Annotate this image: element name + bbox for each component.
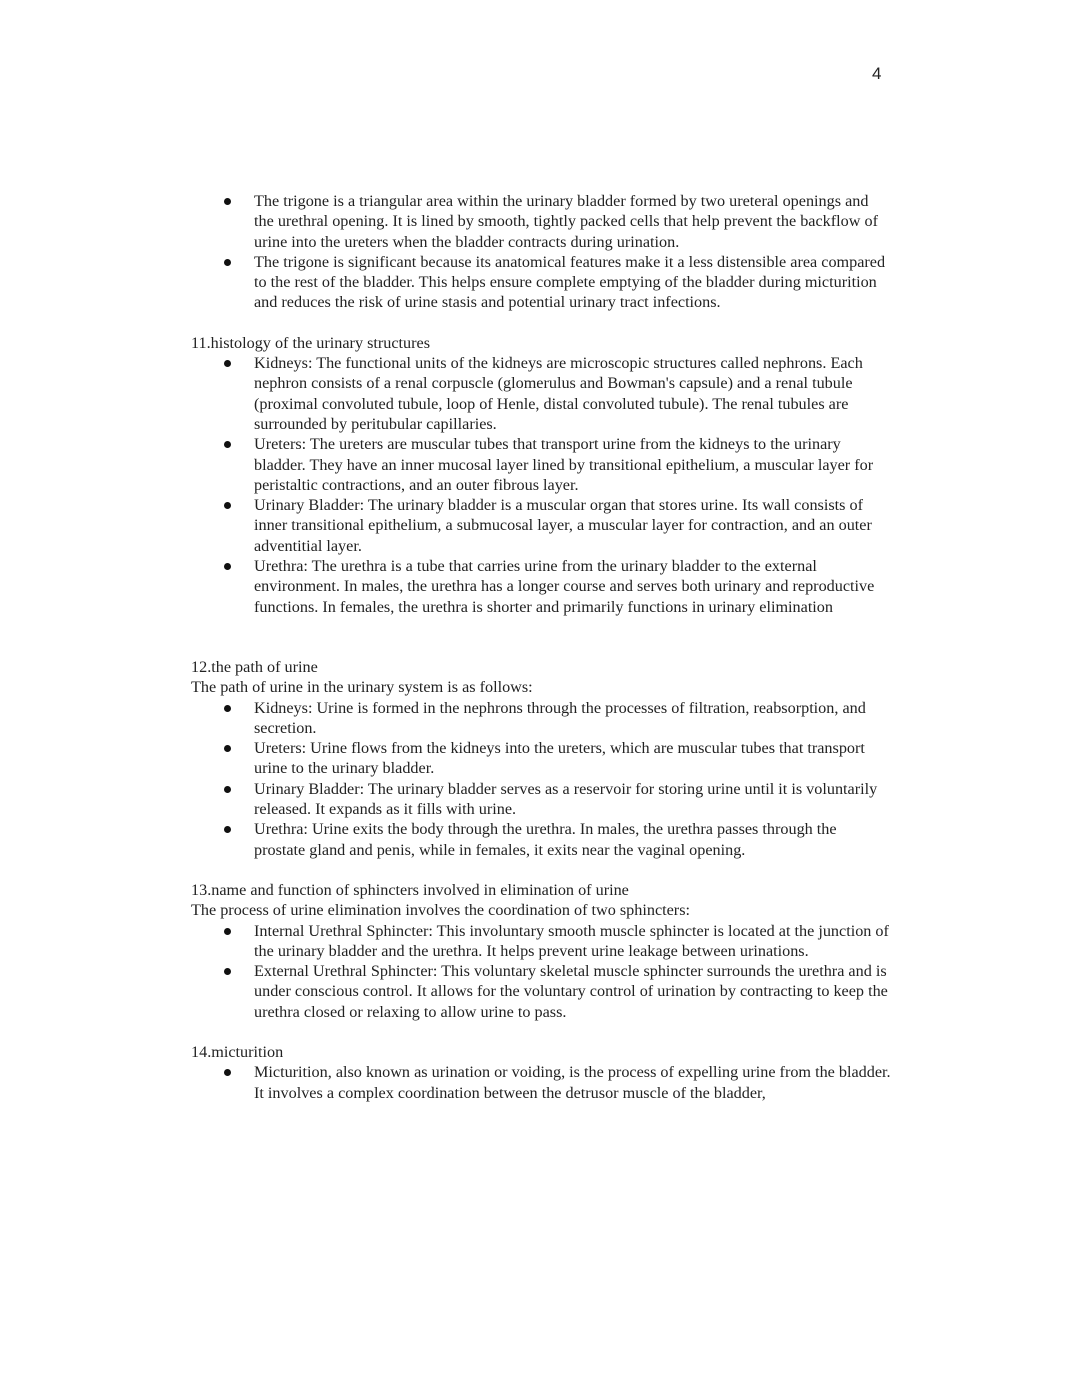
- bullet-icon: [224, 1069, 231, 1076]
- bullet-icon: [224, 928, 231, 935]
- list-item: [191, 779, 891, 820]
- bullet-icon: [224, 705, 231, 712]
- bullet-icon: [224, 968, 231, 975]
- bullet-text: The trigone is a triangular area within the urinary bladder formed by two ureteral openings and the urethral opening. It is lined by smooth, tightly packed cells that help prevent the backflow of urine into the ureters when the bladder contracts during urination.: [254, 192, 878, 251]
- list-item: [191, 495, 891, 556]
- list-item: [191, 819, 891, 860]
- bullet-text: Micturition, also known as urination or voiding, is the process of expelling urine from the bladder. It involves a complex coordination between the detrusor muscle of the bladder,: [254, 1063, 891, 1102]
- bullet-text: Urethra: The urethra is a tube that carries urine from the urinary bladder to the external environment. In males, the urethra has a longer course and serves both urinary and reproductive functions. In females, the urethra is shorter and primarily functions in urinary elimination: [254, 557, 875, 616]
- path-list: [191, 698, 891, 860]
- bullet-icon: [224, 826, 231, 833]
- section-heading-sphincters: 13.name and function of sphincters involved in elimination of urine: [191, 880, 629, 899]
- bullet-icon: [224, 745, 231, 752]
- list-item: [191, 556, 891, 617]
- section-intro-sphincters: The process of urine elimination involves the coordination of two sphincters:: [191, 901, 690, 920]
- bullet-text: Kidneys: The functional units of the kidneys are microscopic structures called nephrons. Each nephron consists of a renal corpuscle (glomerulus and Bowman's capsule) and a renal tubule (proximal convoluted tubule, loop of Henle, distal convoluted tubule). The renal tubules are surrounded by peritubular capillaries.: [254, 354, 863, 433]
- list-item: [191, 353, 891, 434]
- bullet-icon: [224, 786, 231, 793]
- list-item: [191, 961, 891, 1022]
- bullet-text: Ureters: The ureters are muscular tubes that transport urine from the kidneys to the urinary bladder. They have an inner mucosal layer lined by transitional epithelium, a muscular layer for peristaltic contractions, and an outer fibrous layer.: [254, 435, 874, 494]
- bullet-icon: [224, 502, 231, 509]
- section-heading-path: 12.the path of urine: [191, 657, 318, 676]
- page-number: 4: [872, 64, 882, 83]
- trigone-list: [191, 191, 891, 313]
- bullet-text: Internal Urethral Sphincter: This involuntary smooth muscle sphincter is located at the junction of the urinary bladder and the urethra. It helps prevent urine leakage between urinations.: [254, 921, 889, 960]
- section-heading-histology: 11.histology of the urinary structures: [191, 333, 431, 352]
- list-item: [191, 921, 891, 962]
- section-intro-path: The path of urine in the urinary system is as follows:: [191, 678, 533, 697]
- bullet-text: The trigone is significant because its anatomical features make it a less distensible area compared to the rest of the bladder. This helps ensure complete emptying of the bladder during micturition and reduces the risk of urine stasis and potential urinary tract infections.: [254, 252, 886, 312]
- section-heading-micturition: 14.micturition: [191, 1042, 284, 1061]
- bullet-text: Urinary Bladder: The urinary bladder is a muscular organ that stores urine. Its wall consists of inner transitional epithelium, a submucosal layer, a muscular layer for contraction, and an outer adventitial layer.: [254, 496, 872, 555]
- list-item: [191, 252, 891, 313]
- bullet-text: Urinary Bladder: The urinary bladder serves as a reservoir for storing urine until it is voluntarily released. It expands as it fills with urine.: [254, 779, 878, 819]
- list-item: [191, 191, 891, 252]
- bullet-text: Ureters: Urine flows from the kidneys into the ureters, which are muscular tubes that transport urine to the urinary bladder.: [254, 739, 865, 778]
- sphincters-list: [191, 921, 891, 1022]
- bullet-icon: [224, 198, 231, 205]
- bullet-icon: [224, 360, 231, 367]
- list-item: [191, 434, 891, 495]
- bullet-icon: [224, 441, 231, 448]
- bullet-icon: [224, 563, 231, 570]
- bullet-icon: [224, 259, 231, 266]
- list-item: [191, 738, 891, 779]
- histology-list: [191, 353, 891, 617]
- bullet-text: Urethra: Urine exits the body through the urethra. In males, the urethra passes through the prostate gland and penis, while in females, it exits near the vaginal opening.: [254, 820, 837, 859]
- bullet-text: External Urethral Sphincter: This voluntary skeletal muscle sphincter surrounds the urethra and is under conscious control. It allows for the voluntary control of urination by contracting to keep the urethra closed or relaxing to allow urine to pass.: [254, 962, 888, 1021]
- micturition-list: [191, 1062, 891, 1103]
- bullet-text: Kidneys: Urine is formed in the nephrons through the processes of filtration, reabsorption, and secretion.: [254, 698, 866, 737]
- list-item: [191, 1062, 891, 1103]
- page-content: [191, 191, 891, 1103]
- list-item: [191, 698, 891, 739]
